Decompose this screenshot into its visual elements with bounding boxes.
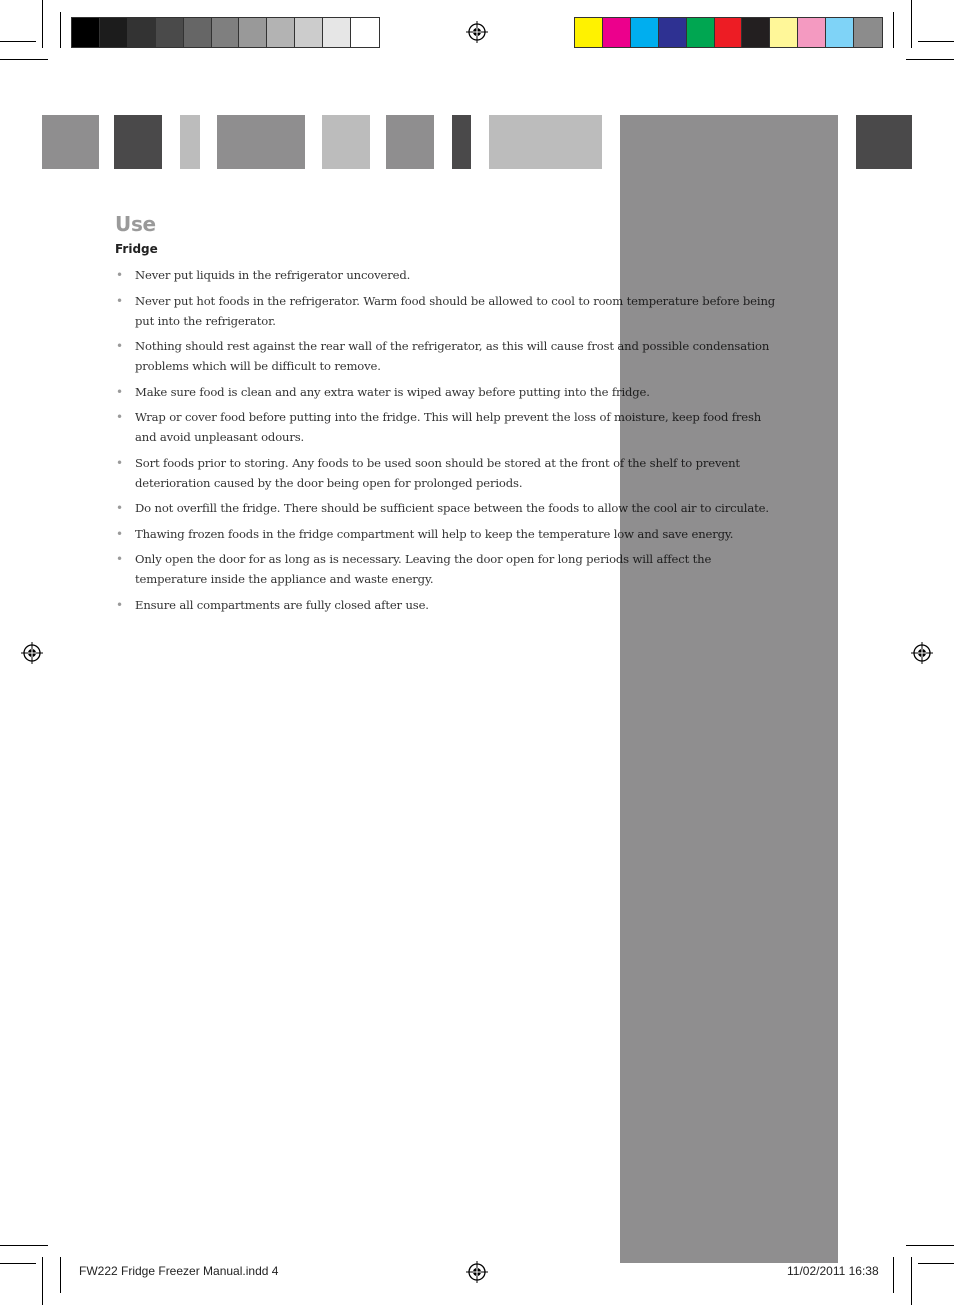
crop-mark	[0, 59, 48, 60]
bullet-list	[115, 265, 780, 615]
list-item	[115, 336, 780, 376]
header-block	[322, 115, 370, 169]
bullet-icon: •	[116, 293, 123, 308]
crop-mark	[911, 1257, 912, 1305]
color-swatch	[659, 18, 687, 47]
list-item-text: Ensure all compartments are fully closed after use.	[135, 597, 429, 612]
list-item	[115, 291, 780, 331]
list-item	[115, 382, 780, 402]
crop-mark	[893, 12, 894, 48]
crop-mark	[0, 1245, 48, 1246]
color-swatch	[854, 18, 882, 47]
bullet-icon: •	[116, 384, 123, 399]
color-swatch	[156, 18, 184, 47]
registration-mark-icon	[21, 642, 43, 664]
grayscale-calibration-bar	[71, 17, 380, 48]
list-item-text: Wrap or cover food before putting into the fridge. This will help prevent the loss of moisture, keep food fresh and avoid unpleasant odours.	[135, 410, 762, 444]
registration-mark-icon	[911, 642, 933, 664]
footer-datetime: 11/02/2011 16:38	[787, 1264, 879, 1278]
bullet-icon: •	[116, 597, 123, 612]
header-block	[452, 115, 471, 169]
crop-mark	[42, 1257, 43, 1305]
list-item	[115, 498, 780, 518]
section-heading: Fridge	[115, 242, 158, 256]
list-item-text: Make sure food is clean and any extra water is wiped away before putting into the fridge.	[135, 384, 650, 399]
header-block	[856, 115, 912, 169]
list-item-text: Only open the door for as long as is necessary. Leaving the door open for long periods will affect the temperature inside the appliance and waste energy.	[135, 552, 712, 586]
crop-mark	[0, 1263, 36, 1264]
list-item	[115, 595, 780, 615]
color-swatch	[687, 18, 715, 47]
header-block	[489, 115, 602, 169]
list-item	[115, 265, 780, 285]
list-item	[115, 453, 780, 493]
main-content	[115, 212, 780, 620]
color-swatch	[631, 18, 659, 47]
color-swatch	[128, 18, 156, 47]
color-swatch	[323, 18, 351, 47]
color-swatch	[72, 18, 100, 47]
color-calibration-bar	[574, 17, 883, 48]
color-swatch	[100, 18, 128, 47]
page-title: Use	[115, 212, 156, 236]
registration-mark-icon	[466, 21, 488, 43]
crop-mark	[0, 41, 36, 42]
list-item	[115, 407, 780, 447]
crop-mark	[906, 59, 954, 60]
bullet-icon: •	[116, 501, 123, 515]
header-block	[217, 115, 305, 169]
crop-mark	[906, 1245, 954, 1246]
color-swatch	[742, 18, 770, 47]
list-item-text: Thawing frozen foods in the fridge compartment will help to keep the temperature low and save energy.	[135, 526, 734, 541]
bullet-icon: •	[116, 526, 123, 541]
crop-mark	[918, 1263, 954, 1264]
list-item	[115, 524, 780, 544]
footer-filename: FW222 Fridge Freezer Manual.indd 4	[79, 1264, 279, 1278]
color-swatch	[267, 18, 295, 47]
color-swatch	[798, 18, 826, 47]
header-block	[386, 115, 434, 169]
crop-mark	[60, 1257, 61, 1293]
registration-mark-icon	[466, 1261, 488, 1283]
list-item-text: Never put liquids in the refrigerator uncovered.	[135, 268, 411, 282]
color-swatch	[295, 18, 323, 47]
crop-mark	[60, 12, 61, 48]
crop-mark	[42, 0, 43, 48]
header-block	[114, 115, 162, 169]
list-item	[115, 549, 780, 589]
list-item-text: Nothing should rest against the rear wall of the refrigerator, as this will cause frost and possible condensation problems which will be difficult to remove.	[135, 339, 770, 373]
bullet-icon: •	[116, 339, 123, 353]
color-swatch	[770, 18, 798, 47]
crop-mark	[911, 0, 912, 48]
color-swatch	[212, 18, 240, 47]
list-item-text: Sort foods prior to storing. Any foods to be used soon should be stored at the front of the shelf to prevent deterioration caused by the door being open for prolonged periods.	[135, 455, 740, 490]
list-item-text: Never put hot foods in the refrigerator. Warm food should be allowed to cool to room temperature before being put into the refrigerator.	[135, 293, 776, 328]
bullet-icon: •	[116, 268, 123, 282]
header-block	[42, 115, 99, 169]
crop-mark	[893, 1257, 894, 1293]
color-swatch	[603, 18, 631, 47]
bullet-icon: •	[116, 552, 123, 566]
color-swatch	[826, 18, 854, 47]
color-swatch	[715, 18, 743, 47]
color-swatch	[184, 18, 212, 47]
color-swatch	[575, 18, 603, 47]
list-item-text: Do not overfill the fridge. There should be sufficient space between the foods to allow the cool air to circulate.	[135, 501, 769, 515]
color-swatch	[239, 18, 267, 47]
bullet-icon: •	[116, 455, 123, 470]
header-block	[180, 115, 200, 169]
bullet-icon: •	[116, 410, 123, 424]
crop-mark	[918, 41, 954, 42]
color-swatch	[351, 18, 379, 47]
